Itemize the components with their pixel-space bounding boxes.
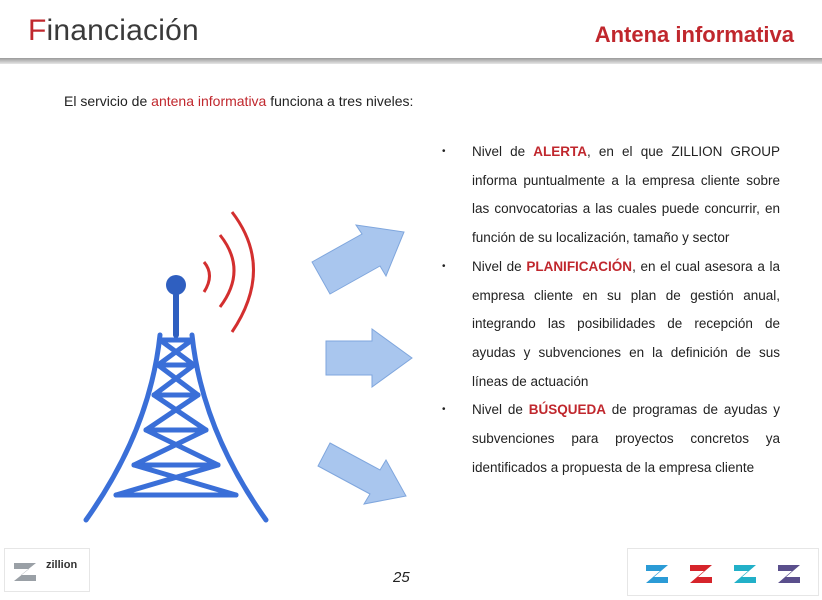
antenna-tip-icon	[166, 275, 186, 295]
page-number: 25	[393, 569, 410, 586]
arrow-icon-middle	[326, 329, 412, 387]
zillion-logo-icon	[11, 557, 41, 587]
page-title: Financiación	[28, 14, 199, 47]
list-item-planificacion: • Nivel de PLANIFICACIÓN, en el cual asesora a la empresa cliente en su plan de gestión anual, integrando las posibilidades de recepción de ayudas y subvenciones en la definición de sus líneas de actuación	[442, 258, 780, 389]
brand-mark-icon-4	[778, 565, 800, 583]
logo-text: zillion	[46, 559, 78, 571]
brand-mark-icon-1	[646, 565, 668, 583]
arrow-icon-top	[312, 225, 404, 294]
list-item-busqueda: • Nivel de BÚSQUEDA de programas de ayudas y subvenciones para proyectos concretos ya identificados a propuesta de la empresa cliente	[442, 402, 780, 475]
signal-waves-icon	[204, 212, 254, 332]
antenna-illustration	[0, 190, 430, 530]
levels-list	[440, 138, 780, 482]
arrow-icon-bottom	[318, 443, 406, 504]
intro-text: El servicio de antena informativa funciona a tres niveles:	[64, 93, 414, 109]
brand-mark-icon-2	[690, 565, 712, 583]
section-subtitle: Antena informativa	[594, 22, 794, 47]
brand-marks	[627, 548, 819, 596]
brand-mark-icon-3	[734, 565, 756, 583]
header-divider	[0, 58, 822, 64]
list-item-alerta: • Nivel de ALERTA, en el que ZILLION GROUP informa puntualmente a la empresa cliente sobre las convocatorias a las cuales puede concurrir, en función de su localización, tamaño y sector	[442, 144, 780, 246]
antenna-tower-icon	[86, 295, 266, 520]
